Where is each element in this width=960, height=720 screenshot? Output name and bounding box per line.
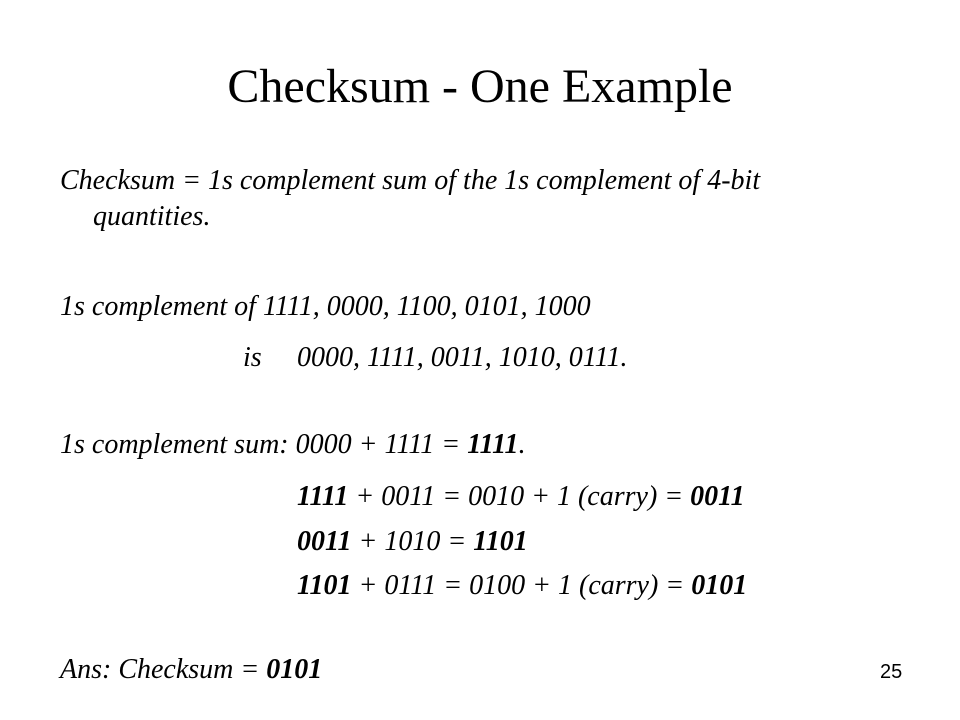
complement-line-1: 1s complement of 1111, 0000, 1100, 0101, 1000 (60, 291, 591, 322)
sum-step-1-result: 0011 (690, 481, 745, 512)
sum-step-1-middle: + 0011 = 0010 + 1 (carry) = (348, 481, 691, 512)
sum-step-2-operand: 0011 (297, 526, 352, 557)
sum-header-line (60, 428, 526, 462)
page-number: 25 (880, 661, 903, 683)
sum-step-1-operand: 1111 (297, 481, 349, 512)
slide-title: Checksum - One Example (227, 60, 733, 113)
complement-values: 0000, 1111, 0011, 1010, 0111. (297, 342, 628, 373)
sum-step-3-middle: + 0111 = 0100 + 1 (carry) = (351, 570, 692, 601)
sum-step-2 (297, 525, 528, 559)
sum-header-result: 1111 (467, 429, 519, 460)
definition-line-1: Checksum = 1s complement sum of the 1s complement of 4-bit (60, 165, 761, 196)
sum-header-suffix: . (518, 429, 526, 460)
complement-is-label: is (243, 342, 262, 373)
sum-step-3-operand: 1101 (297, 570, 352, 601)
definition-line-2: quantities. (93, 201, 211, 232)
sum-step-2-middle: + 1010 = (351, 526, 474, 557)
sum-step-3-result: 0101 (691, 570, 748, 601)
answer-value: 0101 (266, 654, 323, 685)
sum-header-prefix: 1s complement sum: 0000 + 1111 = (60, 429, 468, 460)
answer-line (60, 653, 322, 687)
sum-step-1 (297, 480, 745, 514)
answer-prefix: Ans: Checksum = (60, 654, 267, 685)
sum-step-2-result: 1101 (473, 526, 528, 557)
sum-step-3 (297, 569, 747, 603)
